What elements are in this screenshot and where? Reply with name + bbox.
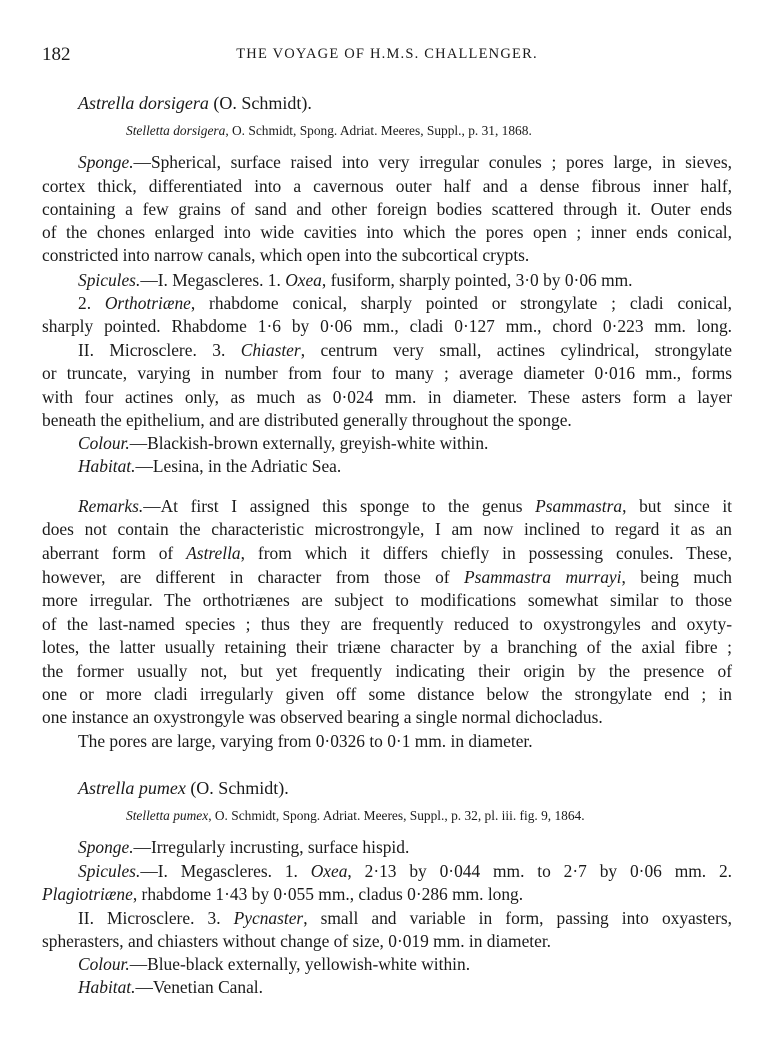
species-heading xyxy=(78,92,312,114)
colour-line: Colour.—Blackish-brown externally, greyish-white within. xyxy=(78,433,489,453)
microsclere-line: II. Microsclere. 3. Chiaster, centrum very small, actines cylindrical, strongylate xyxy=(78,340,732,360)
remarks-line: one instance an oxystrongyle was observed bearing a single normal dichocladus. xyxy=(42,707,603,727)
species-authority: (O. Schmidt). xyxy=(208,93,312,113)
sponge-description-line: containing a few grains of sand and other foreign bodies scattered through it. Outer ends xyxy=(42,199,732,219)
sponge-description-line: constricted into narrow canals, which open into the subcortical crypts. xyxy=(42,245,530,265)
species-authority: (O. Schmidt). xyxy=(185,778,289,798)
microsclere-line: with four actines only, as much as 0·024 mm. in diameter. These asters form a layer xyxy=(42,387,732,407)
remarks-line: one or more cladi irregularly given off some distance below the strongylate end ; in xyxy=(42,684,732,704)
habitat-line: Habitat.—Lesina, in the Adriatic Sea. xyxy=(78,456,342,476)
colour-line: Colour.—Blue-black externally, yellowish-white within. xyxy=(78,954,471,974)
sponge-description-line: of the chones enlarged into wide cavities into which the pores open ; inner ends conical, xyxy=(42,222,732,242)
colour-label: Colour. xyxy=(78,954,130,974)
habitat-label: Habitat. xyxy=(78,456,136,476)
species-name: Astrella pumex xyxy=(78,778,186,798)
species-name: Astrella dorsigera xyxy=(78,93,209,113)
species-heading xyxy=(78,777,289,799)
synonym-reference xyxy=(126,120,532,142)
remarks-line: of the last-named species ; thus they are frequently reduced to oxystrongyles and oxyty- xyxy=(42,614,732,634)
page-number: 182 xyxy=(42,44,71,65)
spicules-line: Spicules.—I. Megascleres. 1. Oxea, 2·13 by 0·044 mm. to 2·7 by 0·06 mm. 2. xyxy=(78,861,732,881)
remarks-line: aberrant form of Astrella, from which it differs chiefly in possessing conules. These, xyxy=(42,543,733,563)
remarks-line: does not contain the characteristic microstrongyle, I am now inclined to regard it as an xyxy=(42,519,732,539)
remarks-line: Remarks.—At first I assigned this sponge to the genus Psammastra, but since it xyxy=(78,496,732,516)
colour-label: Colour. xyxy=(78,433,130,453)
spicules-line: Spicules.—I. Megascleres. 1. Oxea, fusiform, sharply pointed, 3·0 by 0·06 mm. xyxy=(78,270,633,290)
spicules-label: Spicules. xyxy=(78,270,141,290)
habitat-label: Habitat. xyxy=(78,977,136,997)
spicules-line: sharply pointed. Rhabdome 1·6 by 0·06 mm., cladi 0·127 mm., chord 0·223 mm. long. xyxy=(42,316,732,336)
microsclere-line: beneath the epithelium, and are distributed generally throughout the sponge. xyxy=(42,410,572,430)
spicules-label: Spicules. xyxy=(78,861,141,881)
spicules-line: 2. Orthotriæne, rhabdome conical, sharply pointed or strongylate ; cladi conical, xyxy=(78,293,732,313)
synonym-reference xyxy=(126,805,585,827)
microsclere-line: or truncate, varying in number from four to many ; average diameter 0·016 mm., forms xyxy=(42,363,732,383)
synonym-name: Stelletta pumex xyxy=(126,808,209,823)
sponge-label: Sponge. xyxy=(78,152,134,172)
sponge-description-line: cortex thick, differentiated into a cavernous outer half and a dense fibrous inner half, xyxy=(42,176,732,196)
remarks-line: lotes, the latter usually retaining their triæne character by a branching of the axial fibre ; xyxy=(42,637,732,657)
remarks-label: Remarks. xyxy=(78,496,144,516)
spicules-line: Plagiotriæne, rhabdome 1·43 by 0·055 mm., cladus 0·286 mm. long. xyxy=(42,884,524,904)
microsclere-line: II. Microsclere. 3. Pycnaster, small and variable in form, passing into oxyasters, xyxy=(78,908,732,928)
page-header xyxy=(42,44,732,68)
remarks-line: the former usually not, but yet frequently indicating their origin by the presence of xyxy=(42,661,732,681)
synonym-citation: , O. Schmidt, Spong. Adriat. Meeres, Suppl., p. 31, 1868. xyxy=(225,123,532,138)
synonym-citation: , O. Schmidt, Spong. Adriat. Meeres, Suppl., p. 32, pl. iii. fig. 9, 1864. xyxy=(208,808,585,823)
habitat-line: Habitat.—Venetian Canal. xyxy=(78,977,263,997)
sponge-description-line: Sponge.—Spherical, surface raised into very irregular conules ; pores large, in sieves, xyxy=(78,152,732,172)
sponge-description-line: Sponge.—Irregularly incrusting, surface hispid. xyxy=(78,837,410,857)
sponge-label: Sponge. xyxy=(78,837,134,857)
running-title: THE VOYAGE OF H.M.S. CHALLENGER. xyxy=(236,46,538,62)
remarks-line: more irregular. The orthotriænes are subject to modifications somewhat similar to those xyxy=(42,590,732,610)
pores-line: The pores are large, varying from 0·0326 to 0·1 mm. in diameter. xyxy=(78,731,533,751)
remarks-line: however, are different in character from those of Psammastra murrayi, being much xyxy=(42,567,732,587)
synonym-name: Stelletta dorsigera xyxy=(126,123,226,138)
microsclere-line: spherasters, and chiasters without change of size, 0·019 mm. in diameter. xyxy=(42,931,552,951)
